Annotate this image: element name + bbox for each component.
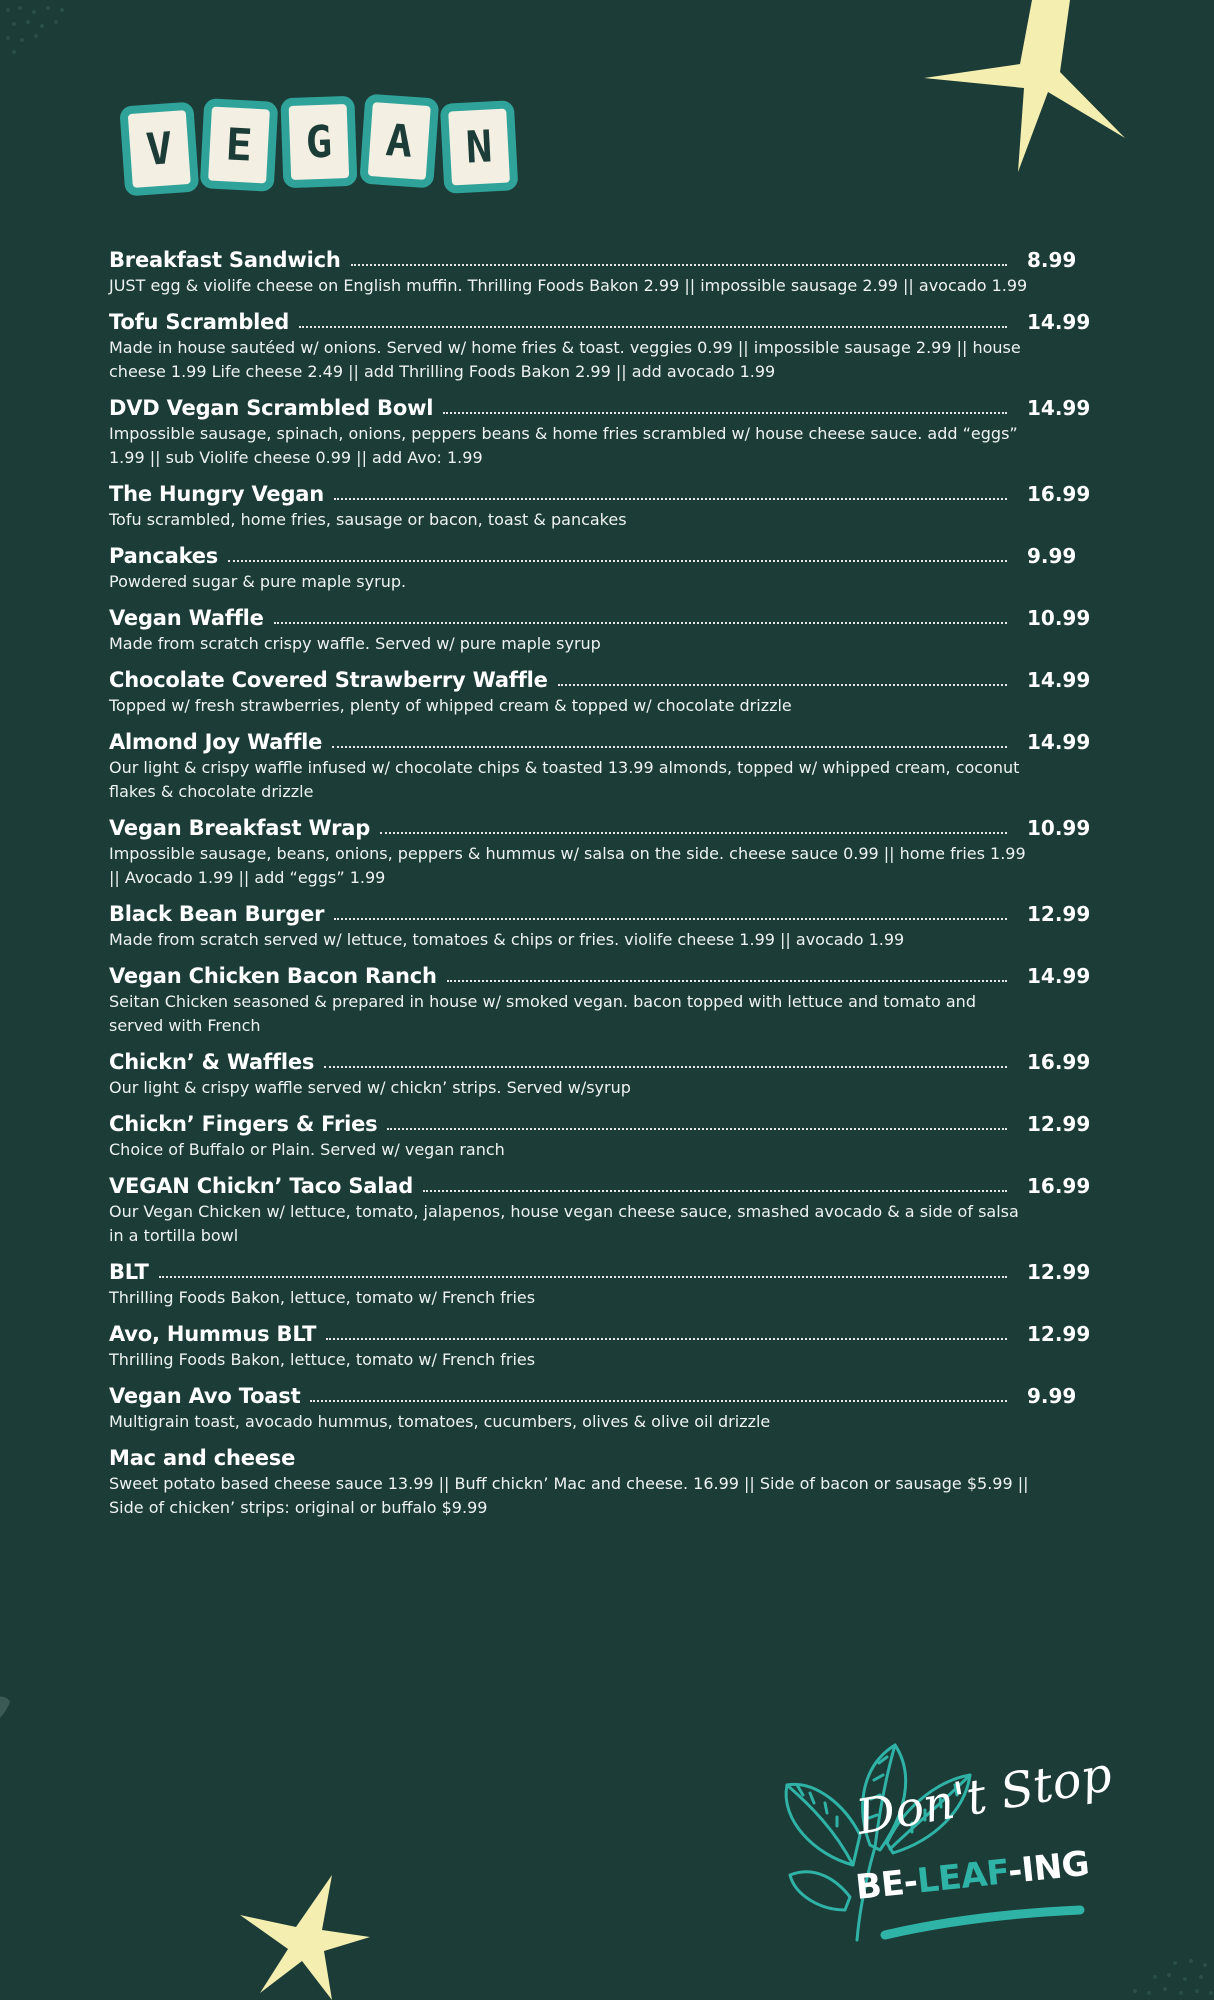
star-icon [920,0,1130,180]
dotted-leader [332,746,1007,748]
menu-item [109,668,1109,718]
dotted-leader [443,412,1007,414]
dotted-leader [387,1128,1007,1130]
item-price: 16.99 [1027,1174,1091,1198]
item-name: Tofu Scrambled [109,310,290,334]
item-name: Chocolate Covered Strawberry Waffle [109,668,548,692]
menu-item [109,248,1109,298]
item-description: Powdered sugar & pure maple syrup. [109,572,407,591]
item-description: Choice of Buffalo or Plain. Served w/ vegan ranch [109,1140,505,1159]
menu-item [109,396,1109,470]
item-price: 14.99 [1027,964,1091,988]
item-price: 12.99 [1027,1112,1091,1136]
menu-item [109,1050,1109,1100]
dotted-leader [326,1338,1007,1340]
item-name: The Hungry Vegan [109,482,324,506]
menu-item [109,816,1109,890]
item-description: JUST egg & violife cheese on English muffin. Thrilling Foods Bakon 2.99 || impossible sausage 2.99 || avocado 1.99 [109,276,1028,295]
item-description: Our Vegan Chicken w/ lettuce, tomato, jalapenos, house vegan cheese sauce, smashed avocado & a side of salsa in a tortilla bowl [109,1202,1019,1245]
dotted-leader [310,1400,1007,1402]
dotted-leader [351,264,1007,266]
item-price: 8.99 [1027,248,1077,272]
item-price: 12.99 [1027,902,1091,926]
decorative-dots [1105,1955,1214,2000]
item-description: Seitan Chicken seasoned & prepared in house w/ smoked vegan. bacon topped with lettuce and tomato and served with French [109,992,976,1035]
item-name: Pancakes [109,544,219,568]
menu-item [109,730,1109,804]
item-name: BLT [109,1260,149,1284]
menu-item [109,544,1109,594]
item-name: DVD Vegan Scrambled Bowl [109,396,434,420]
item-price: 14.99 [1027,668,1091,692]
menu-item [109,1174,1109,1248]
dotted-leader [299,326,1007,328]
dotted-leader [228,560,1007,562]
item-price: 9.99 [1027,1384,1077,1408]
title-letter: V [119,102,199,197]
dotted-leader [558,684,1007,686]
item-name: Avo, Hummus BLT [109,1322,317,1346]
item-name: Vegan Waffle [109,606,264,630]
menu-list [109,248,1109,1532]
item-price: 9.99 [1027,544,1077,568]
dotted-leader [380,832,1007,834]
decorative-dots [0,0,80,60]
item-price: 14.99 [1027,730,1091,754]
title-letter: A [359,94,439,189]
dotted-leader [274,622,1007,624]
menu-item [109,1260,1109,1310]
item-price: 16.99 [1027,1050,1091,1074]
decorative-blob [0,1692,12,1732]
dotted-leader [324,1066,1007,1068]
item-name: Vegan Breakfast Wrap [109,816,371,840]
item-price: 12.99 [1027,1260,1091,1284]
dotted-leader [159,1276,1007,1278]
tagline-part: BE- [853,1861,920,1908]
item-description: Made from scratch crispy waffle. Served w/ pure maple syrup [109,634,601,653]
menu-item [109,482,1109,532]
tagline-part: -ING [1006,1843,1091,1892]
item-name: VEGAN Chickn’ Taco Salad [109,1174,414,1198]
item-price: 16.99 [1027,482,1091,506]
tagline-script: Don't Stop [852,1746,1116,1846]
dotted-leader [334,498,1007,500]
dotted-leader [334,918,1007,920]
item-description: Our light & crispy waffle served w/ chickn’ strips. Served w/syrup [109,1078,631,1097]
menu-item [109,1446,1109,1520]
menu-item [109,964,1109,1038]
item-price: 14.99 [1027,396,1091,420]
item-name: Vegan Chicken Bacon Ranch [109,964,437,988]
menu-item [109,310,1109,384]
tagline-highlight: LEAF [915,1852,1011,1902]
menu-item [109,1384,1109,1434]
item-price: 12.99 [1027,1322,1091,1346]
item-price: 14.99 [1027,310,1091,334]
title-letter: N [440,100,519,194]
item-name: Mac and cheese [109,1446,296,1470]
item-description: Topped w/ fresh strawberries, plenty of whipped cream & topped w/ chocolate drizzle [109,696,792,715]
dotted-leader [447,980,1007,982]
item-description: Impossible sausage, beans, onions, peppers & hummus w/ salsa on the side. cheese sauce 0.99 || home fries 1.99 || Avocado 1.99 || add “eggs” 1.99 [109,844,1026,887]
item-description: Impossible sausage, spinach, onions, peppers beans & home fries scrambled w/ house cheese sauce. add “eggs” 1.99 || sub Violife cheese 0.99 || add Avo: 1.99 [109,424,1018,467]
item-description: Thrilling Foods Bakon, lettuce, tomato w/ French fries [109,1288,536,1307]
title-letter: E [200,98,279,192]
item-description: Made in house sautéed w/ onions. Served w/ home fries & toast. veggies 0.99 || impossible sausage 2.99 || house cheese 1.99 Life cheese 2.49 || add Thrilling Foods Bakon 2.99 || add avocado 1.99 [109,338,1021,381]
item-name: Breakfast Sandwich [109,248,341,272]
item-name: Vegan Avo Toast [109,1384,301,1408]
title-letter: G [280,96,357,189]
page-title [122,100,516,190]
item-name: Black Bean Burger [109,902,325,926]
item-description: Tofu scrambled, home fries, sausage or bacon, toast & pancakes [109,510,627,529]
item-description: Thrilling Foods Bakon, lettuce, tomato w/ French fries [109,1350,536,1369]
menu-item [109,606,1109,656]
item-description: Multigrain toast, avocado hummus, tomatoes, cucumbers, olives & olive oil drizzle [109,1412,771,1431]
menu-item [109,1112,1109,1162]
menu-item [109,902,1109,952]
item-name: Almond Joy Waffle [109,730,323,754]
item-description: Sweet potato based cheese sauce 13.99 || Buff chickn’ Mac and cheese. 16.99 || Side of bacon or sausage $5.99 || Side of chicken’ strips: original or buffalo $9.99 [109,1474,1029,1517]
dotted-leader [423,1190,1007,1192]
item-name: Chickn’ & Waffles [109,1050,315,1074]
item-price: 10.99 [1027,606,1091,630]
star-icon [240,1875,370,2000]
item-description: Made from scratch served w/ lettuce, tomatoes & chips or fries. violife cheese 1.99 || avocado 1.99 [109,930,905,949]
menu-item [109,1322,1109,1372]
item-price: 10.99 [1027,816,1091,840]
item-description: Our light & crispy waffle infused w/ chocolate chips & toasted 13.99 almonds, topped w/ whipped cream, coconut flakes & chocolate drizzle [109,758,1020,801]
item-name: Chickn’ Fingers & Fries [109,1112,378,1136]
